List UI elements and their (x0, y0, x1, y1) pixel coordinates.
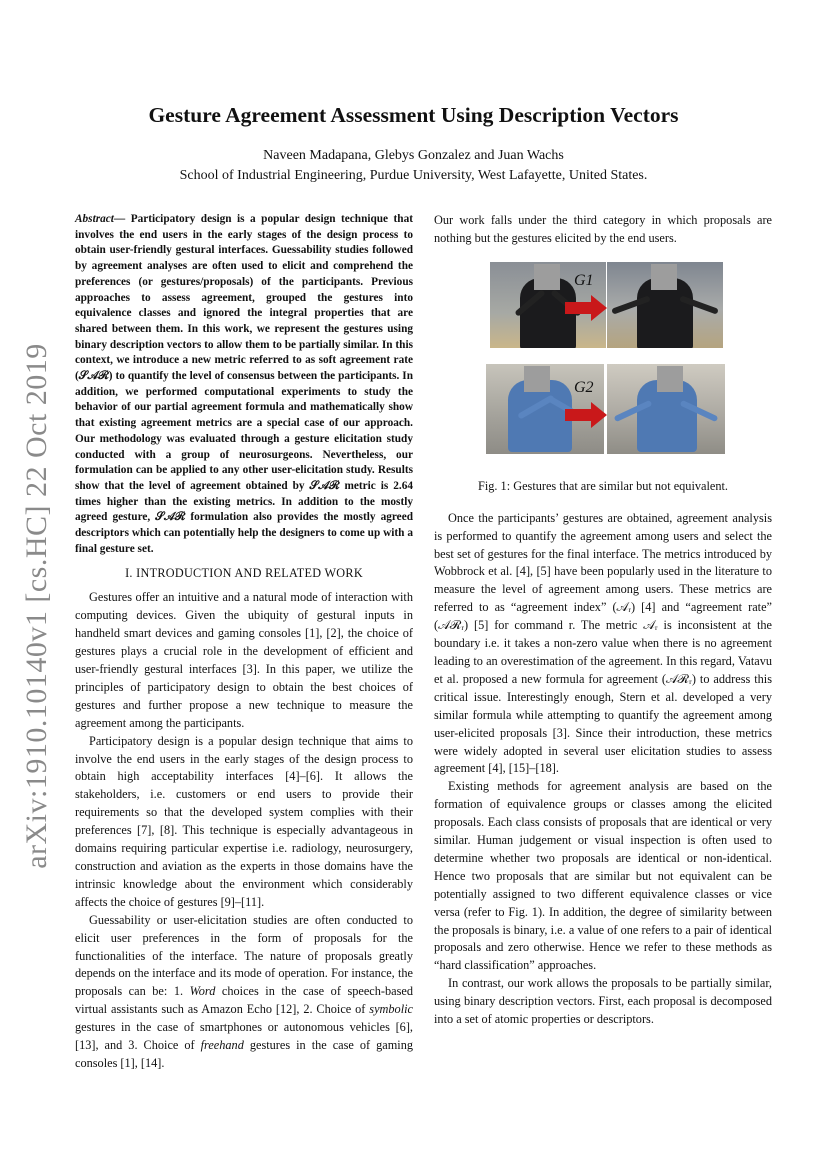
abstract-text: — Participatory design is a popular design technique that involves the end users in the early stages of the design process to obtain user-friendly gestural interfaces. Guessability studies followed by agreement analyses are often used to elicit and comprehend the preferences (or gestures/proposals) of the participants. Previous approaches to assess agreement, grouped the gestures into equivalence classes and ignored the integral properties that are shared between them. In this work, we represent the gestures using binary description vectors to allow them to be partially similar. In this context, we introduce a new metric referred to as soft agreement rate (𝒮𝒜ℛ) to quantify the level of consensus between the participants. In addition, we performed computational experiments to study the behavior of our partial agreement formula and mathematically show that existing agreement metrics are a special case of our approach. Our methodology was evaluated through a gesture elicitation study conducted with a group of neurosurgeons. Nevertheless, our formulation can be applied to any other user-elicitation study. Results show that the level of agreement obtained by 𝒮𝒜ℛ metric is 2.64 times higher than the existing metrics. In addition to the mostly agreed gesture, 𝒮𝒜ℛ formulation also provides the mostly agreed descriptors which can potentially help the designers to come up with a final gesture set. (75, 213, 413, 555)
gesture-photo-2b (607, 364, 725, 454)
arrow-g2-icon (565, 402, 607, 428)
guess-text-1: Guessability or user-elicitation studies are often conducted to elicit user preferences in the form of proposals for the functionalities of the interface. The nature of proposals greatly depends on the interface and its mode of operation. For instance, the proposals can be: 1. (75, 912, 413, 999)
guess-text-3: gestures in the case of smartphones or autonomous vehicles [6], [13], and 3. Choice of (75, 1020, 413, 1053)
arxiv-stamp-text: arXiv:1910.10140v1 [cs.HC] 22 Oct 2019 (20, 343, 53, 869)
paper-affiliation: School of Industrial Engineering, Purdue University, West Lafayette, United States. (179, 168, 648, 183)
guess-symbolic: symbolic (369, 1002, 413, 1017)
arxiv-stamp (12, 343, 62, 869)
guess-freehand: freehand (200, 1038, 244, 1053)
gesture-photo-1b (607, 262, 723, 348)
intro-paragraph-1: Gestures offer an intuitive and a natural mode of interaction with computing devices. Given the ubiquity of gestural inputs in handheld smart devices and gaming consoles [1], [2], the choice of gestures plays a crucial role in the development of efficient and user-friendly gestural interfaces [3]. In this paper, we utilize the principles of participatory design to obtain the best choices of gestures and further propose a new technique to measure the agreement among the participants. (75, 590, 413, 730)
paper-title: Gesture Agreement Assessment Using Description Vectors (148, 103, 679, 127)
right-paragraph-3: In contrast, our work allows the proposals to be partially similar, using binary description vectors. First, each proposal is decomposed into a set of atomic properties or descriptors. (434, 976, 772, 1027)
label-g1: G1 (574, 271, 594, 289)
right-intro-paragraph: Our work falls under the third category in which proposals are nothing but the gestures elicited by the end users. (434, 213, 772, 245)
arrow-g1-icon (565, 295, 607, 321)
intro-paragraph-2: Participatory design is a popular design technique that aims to involve the end users in the early stages of the design process to obtain high acceptability interfaces [4]–[6]. It allows the stakeholders, i.e. customers or end users to provide their requirements so that the developed system complies with their preferences [7], [8]. This technique is especially advantageous in domains requiring particular expertise i.e. radiology, neurosurgery, construction and aviation as the experts in those domains have the intrinsic knowledge about the environment which considerably affects the choice of gestures [9]–[11]. (75, 733, 413, 909)
guess-text-2: choices in the case of speech-based virtual assistants such as Amazon Echo [12], 2. Choice of (75, 984, 414, 1017)
figure-1 (434, 252, 772, 474)
right-paragraph-2: Existing methods for agreement analysis are based on the formation of equivalence groups or classes among the elicited proposals. Each class consists of proposals that are identical or very similar. Human judgement or visual inspection is often used to determine whether two proposals are identical or non-identical. Hence two proposals that are similar but not equivalent can be potentially assigned to two different equivalence classes or vice versa (refer to Fig. 1). In addition, the degree of similarity between the proposals is binary, i.e. a value of one refers to a pair of identical proposals and zero otherwise. Hence we refer to these methods as “hard classification” approaches. (434, 779, 772, 973)
right-paragraph-1: Once the participants’ gestures are obtained, agreement analysis is performed to quantify the agreement among users and select the best set of gestures for the final interface. The metrics introduced by Wobbrock et al. [4], [5] have been popularly used in the literature to measure the level of agreement among users. These metrics are referred to as “agreement index” (𝒜ᵣ) [4] and “agreement rate” (𝒜ℛᵣ) [5] for command r. The metric 𝒜ᵣ is inconsistent at the boundary i.e. it takes a non-zero value when there is no agreement leading to an overestimation of the agreement. In this regard, Vatavu et al. proposed a new formula for agreement (𝒜ℛᵣ) to address this critical issue. Interestingly enough, Stern et al. developed a very similar formula while attempting to quantify the agreement among user-elicited proposals [3]. Since their introduction, these metrics were widely adopted in several user elicitation studies to assess agreement [4], [15]–[18]. (434, 510, 772, 776)
guess-word: Word (189, 984, 216, 999)
abstract-lead: Abstract (75, 213, 114, 225)
right-column (434, 212, 772, 1029)
figure-caption: Fig. 1: Gestures that are similar but not equivalent. (478, 478, 728, 493)
section-heading: I. INTRODUCTION AND RELATED WORK (125, 566, 363, 581)
left-column (75, 212, 413, 1073)
guess-text-4: gestures in the case of gaming consoles [1], [14]. (75, 1038, 413, 1070)
label-g2: G2 (574, 378, 594, 396)
intro-paragraph-3 (75, 912, 413, 1073)
paper-authors: Naveen Madapana, Glebys Gonzalez and Juan Wachs (263, 148, 564, 163)
abstract (75, 212, 413, 557)
